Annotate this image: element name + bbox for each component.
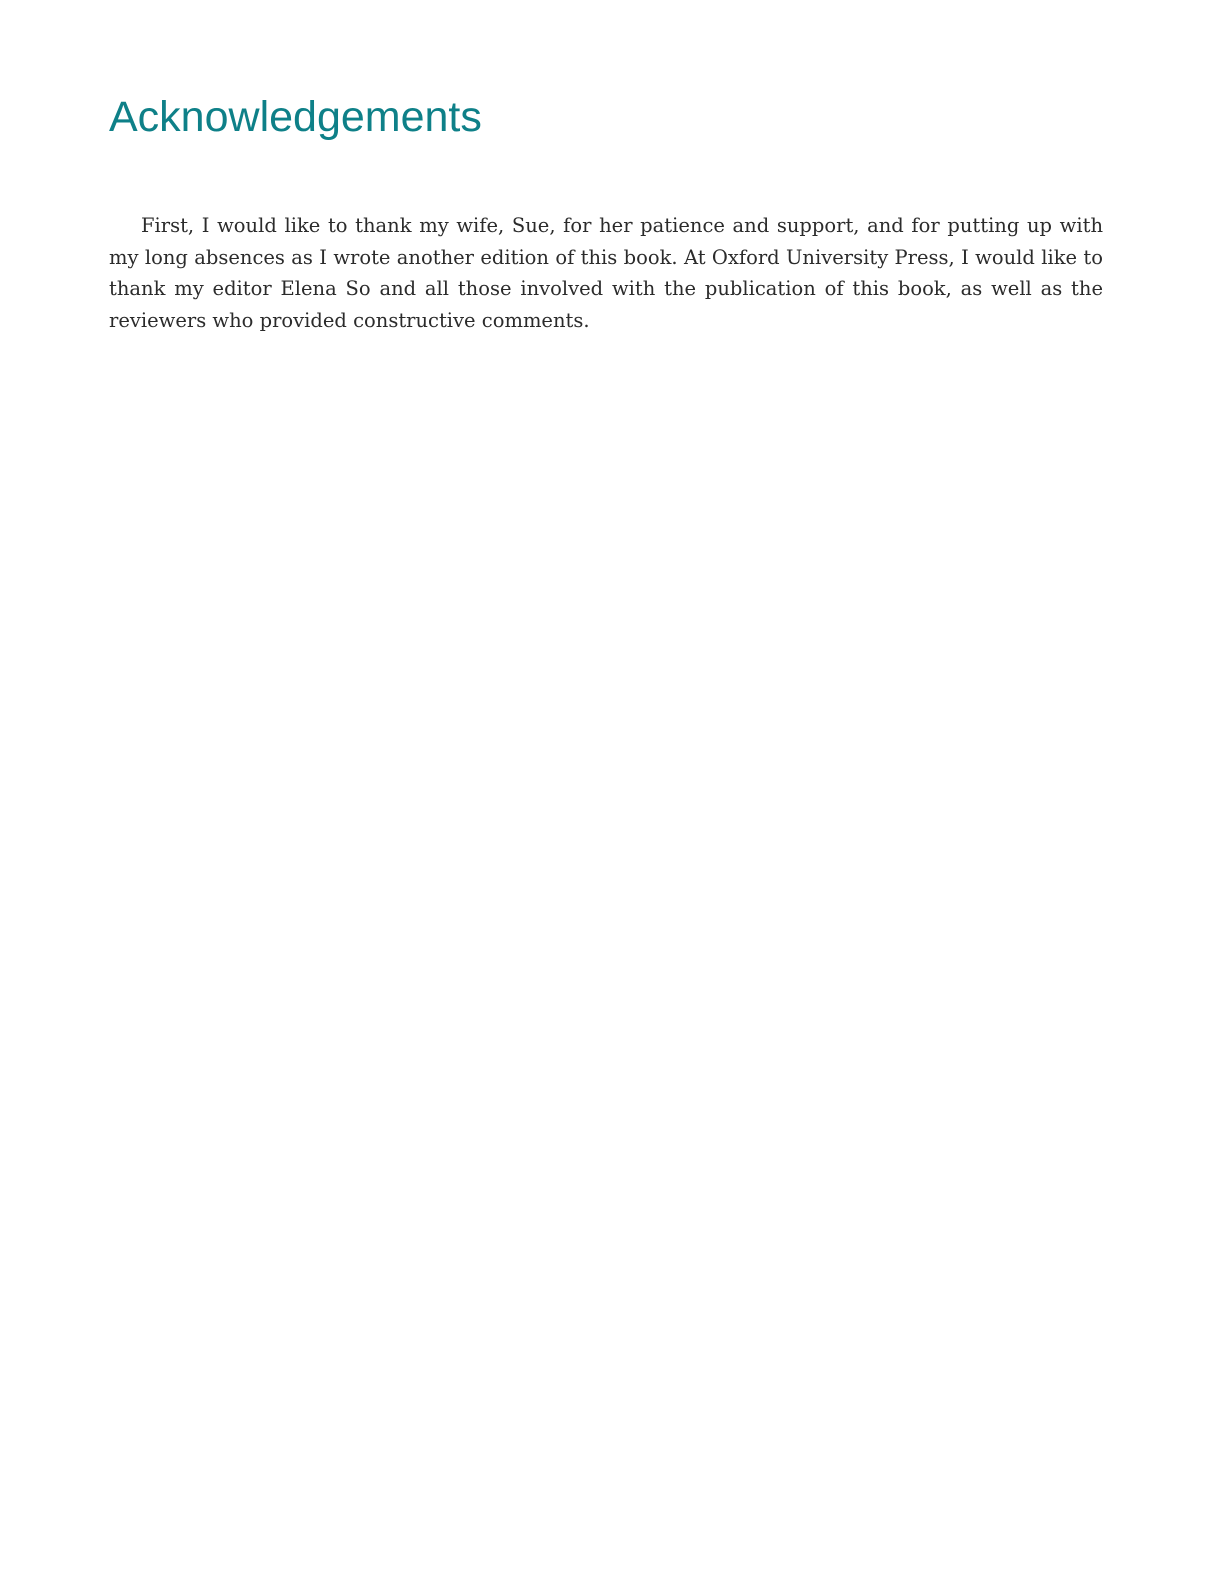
- page-title: Acknowledgements: [109, 93, 482, 141]
- acknowledgements-paragraph: First, I would like to thank my wife, Sue, for her patience and support, and for putting up with my long absences as I wrote another edition of this book. At Oxford University Press, I would like to thank my editor Elena So and all those involved with the publication of this book, as well as the reviewers who provided constructive comments.: [109, 214, 1103, 332]
